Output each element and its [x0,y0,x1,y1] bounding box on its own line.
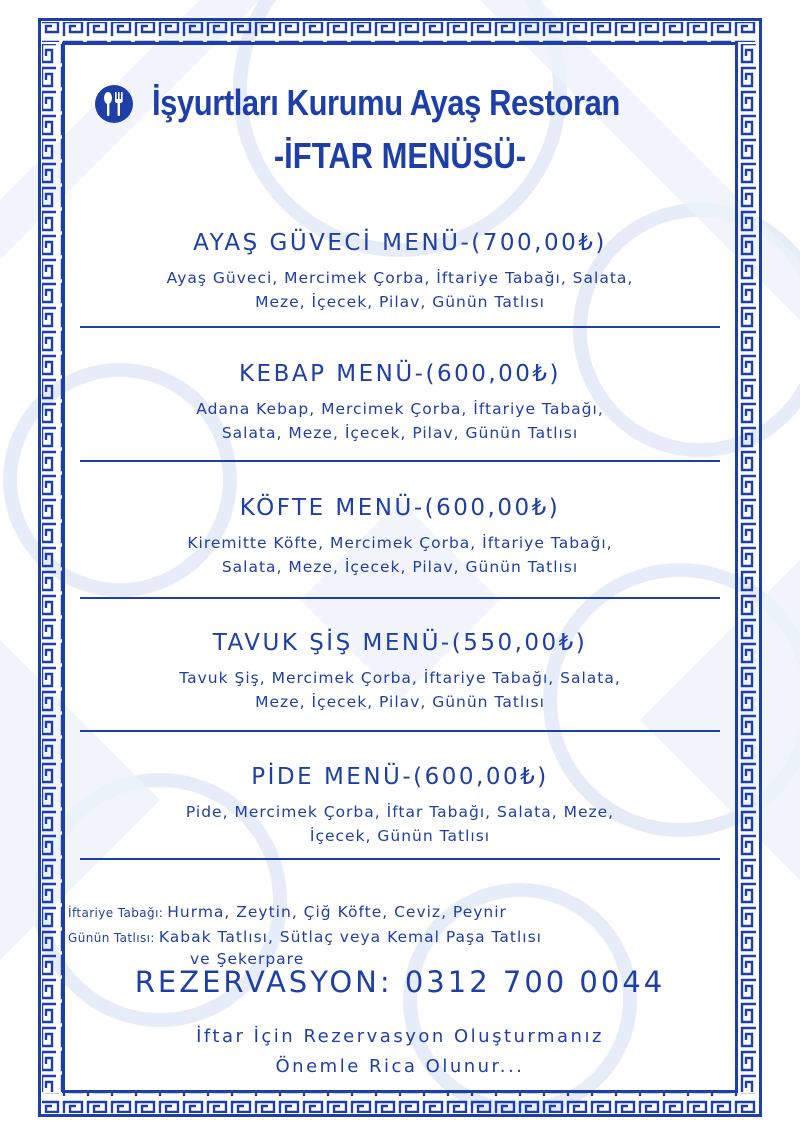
footer-line: Önemle Rica Olunur... [275,1056,525,1077]
reservation-phone: REZERVASYON: 0312 700 0044 [134,965,666,999]
menu-description [70,266,730,314]
divider [80,597,720,599]
divider [80,326,720,328]
menu-title: TAVUK ŞİŞ MENÜ-(550,00₺) [212,630,588,656]
menu-title: PİDE MENÜ-(600,00₺) [251,764,549,790]
menu-description [70,397,730,445]
iftariye-note [68,903,507,921]
header [90,78,710,128]
tatli-label: Günün Tatlısı: [68,931,155,945]
menu-subtitle: -İFTAR MENÜSÜ- [273,135,527,176]
menu-description-line: Kiremitte Köfte, Mercimek Çorba, İftariye Tabağı, [187,534,613,552]
menu-description-line: Pide, Mercimek Çorba, İftar Tabağı, Salata, Meze, [185,803,615,821]
tatli-value-cont: ve Şekerpare [190,950,305,968]
menu-item-pide [70,764,730,848]
menu-description-line: Ayaş Güveci, Mercimek Çorba, İftariye Tabağı, Salata, [166,269,634,287]
divider [80,858,720,860]
menu-title: AYAŞ GÜVECİ MENÜ-(700,00₺) [193,230,607,256]
menu-item-kebap [70,361,730,445]
divider [80,730,720,732]
menu-item-tavuk-sis [70,630,730,714]
menu-description-line: İçecek, Günün Tatlısı [309,827,491,845]
menu-description [70,666,730,714]
tatli-note [68,928,542,946]
tatli-value: Kabak Tatlısı, Sütlaç veya Kemal Paşa Tatlısı [158,928,542,946]
iftariye-label: İftariye Tabağı: [68,906,164,920]
menu-description [70,531,730,579]
menu-item-ayas-guveci [70,230,730,314]
footer-line: İftar İçin Rezervasyon Oluşturmanız [196,1026,604,1047]
menu-description-line: Meze, İçecek, Pilav, Günün Tatlısı [255,293,545,311]
iftariye-value: Hurma, Zeytin, Çiğ Köfte, Ceviz, Peynir [167,903,507,921]
menu-description-line: Salata, Meze, İçecek, Pilav, Günün Tatlısı [221,558,579,576]
menu-item-kofte [70,495,730,579]
restaurant-title: İşyurtları Kurumu Ayaş Restoran [152,82,620,123]
menu-description-line: Meze, İçecek, Pilav, Günün Tatlısı [255,693,545,711]
divider [80,460,720,462]
footer-note [0,1022,800,1082]
menu-description [70,800,730,848]
menu-description-line: Adana Kebap, Mercimek Çorba, İftariye Tabağı, [196,400,604,418]
menu-title: KEBAP MENÜ-(600,00₺) [238,361,562,387]
menu-title: KÖFTE MENÜ-(600,00₺) [239,495,561,521]
fork-spoon-icon [94,84,134,124]
menu-description-line: Tavuk Şiş, Mercimek Çorba, İftariye Tabağı, Salata, [179,669,621,687]
menu-description-line: Salata, Meze, İçecek, Pilav, Günün Tatlısı [221,424,579,442]
